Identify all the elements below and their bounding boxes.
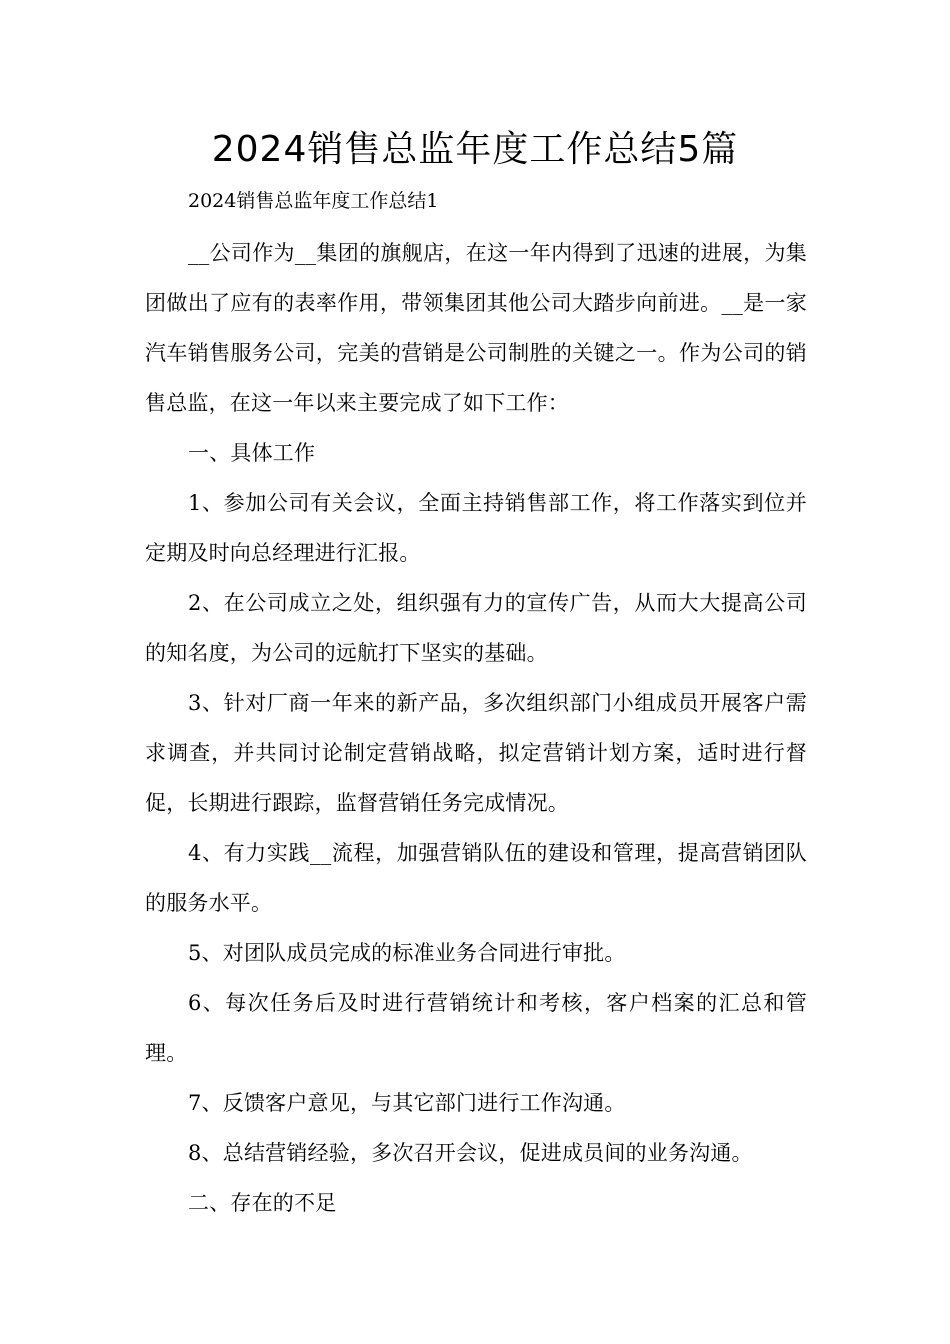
list-item-6: 6、每次任务后及时进行营销统计和考核，客户档案的汇总和管理。 (145, 991, 807, 1065)
section-heading-specific-work: 一、具体工作 (188, 441, 316, 465)
section-heading-shortcomings: 二、存在的不足 (188, 1191, 337, 1215)
paragraph-intro: __公司作为__集团的旗舰店，在这一年内得到了迅速的进展，为集团做出了应有的表率作用，带领集团其他公司大踏步向前进。__是一家汽车销售服务公司，完美的营销是公司制胜的关键之一。作为公司的销售总监，在这一年以来主要完成了如下工作： (145, 241, 807, 415)
list-item-2: 2、在公司成立之处，组织强有力的宣传广告，从而大大提高公司的知名度，为公司的远航打下坚实的基础。 (145, 591, 807, 665)
section-subtitle: 2024销售总监年度工作总结1 (188, 190, 439, 212)
document-title: 2024销售总监年度工作总结5篇 (211, 129, 739, 170)
document-body (145, 228, 807, 1228)
list-item-5: 5、对团队成员完成的标准业务合同进行审批。 (188, 941, 626, 965)
list-item-1: 1、参加公司有关会议，全面主持销售部工作，将工作落实到位并定期及时向总经理进行汇报。 (145, 491, 807, 565)
list-item-7: 7、反馈客户意见，与其它部门进行工作沟通。 (188, 1091, 626, 1115)
list-item-8: 8、总结营销经验，多次召开会议，促进成员间的业务沟通。 (188, 1141, 753, 1165)
list-item-3: 3、针对厂商一年来的新产品，多次组织部门小组成员开展客户需求调查，并共同讨论制定营销战略，拟定营销计划方案，适时进行督促，长期进行跟踪，监督营销任务完成情况。 (145, 691, 807, 815)
list-item-4: 4、有力实践__流程，加强营销队伍的建设和管理，提高营销团队的服务水平。 (145, 841, 807, 915)
